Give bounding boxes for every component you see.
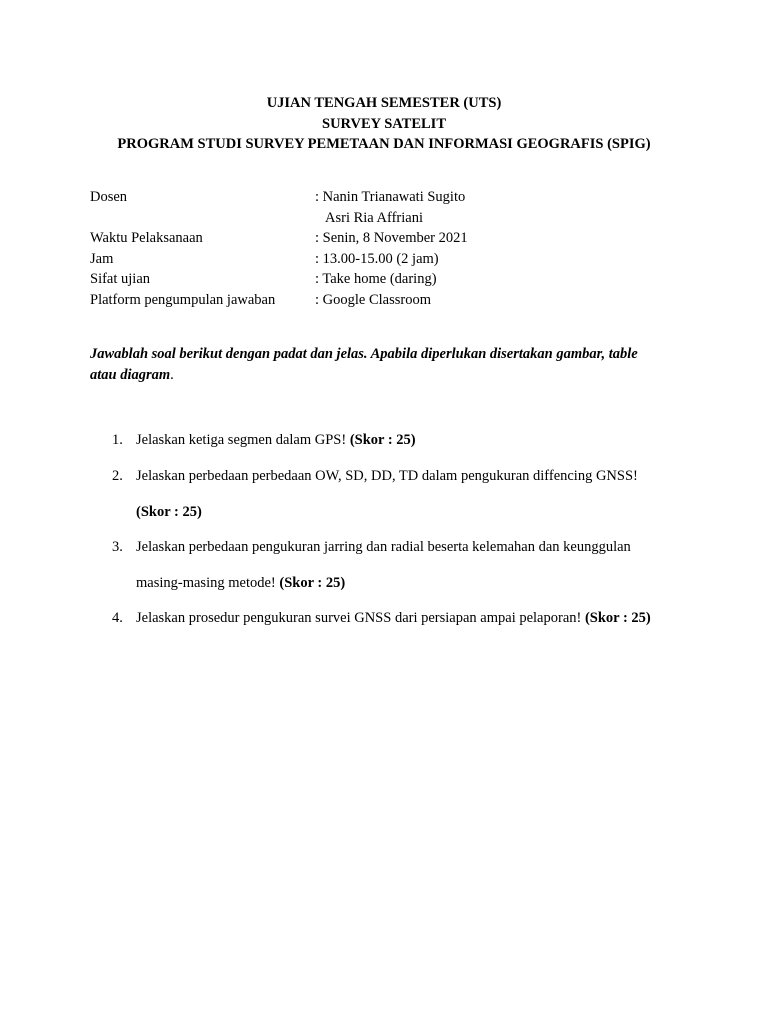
program-title: PROGRAM STUDI SURVEY PEMETAAN DAN INFORMASI GEOGRAFIS (SPIG)	[117, 136, 651, 152]
sifat-label: Sifat ujian	[90, 271, 151, 287]
sifat-value: : Take home (daring)	[315, 271, 437, 287]
platform-value: : Google Classroom	[315, 291, 431, 308]
question-score: (Skor : 25)	[584, 610, 651, 626]
question-body: Jelaskan perbedaan perbedaan OW, SD, DD, TD dalam pengukuran diffencing GNSS!	[136, 468, 638, 484]
question-number: 2.	[112, 468, 123, 484]
question-body: Jelaskan prosedur pengukuran survei GNSS dari persiapan ampai pelaporan!	[136, 610, 585, 626]
question-number: 1.	[112, 432, 123, 448]
instruction-text	[90, 344, 680, 385]
jam-label: Jam	[90, 250, 114, 267]
instruction-line-2	[90, 365, 680, 386]
dosen-label: Dosen	[90, 189, 128, 205]
instruction-period: .	[170, 366, 174, 383]
question-text	[136, 610, 651, 627]
course-title: SURVEY SATELIT	[322, 115, 446, 132]
question-text	[136, 432, 416, 449]
question-body: Jelaskan perbedaan pengukuran jarring dan radial beserta kelemahan dan keunggulan	[136, 539, 631, 555]
question-text	[136, 575, 345, 592]
instruction-line-1: Jawablah soal berikut dengan padat dan jelas. Apabila diperlukan disertakan gambar, table	[90, 346, 638, 362]
dosen-value-2: Asri Ria Affriani	[325, 209, 423, 226]
question-body: Jelaskan ketiga segmen dalam GPS!	[136, 432, 350, 448]
waktu-value: : Senin, 8 November 2021	[315, 230, 468, 246]
question-score: (Skor : 25)	[279, 575, 346, 591]
waktu-label: Waktu Pelaksanaan	[90, 230, 203, 246]
question-body-continued: masing-masing metode!	[136, 575, 280, 591]
question-score: (Skor : 25)	[349, 432, 416, 448]
exam-title: UJIAN TENGAH SEMESTER (UTS)	[266, 95, 502, 111]
question-number: 3.	[112, 539, 123, 555]
exam-header	[0, 93, 768, 155]
platform-label: Platform pengumpulan jawaban	[90, 291, 276, 308]
instruction-line-2-text: atau diagram	[90, 366, 171, 383]
dosen-value: : Nanin Trianawati Sugito	[315, 189, 466, 205]
question-score: (Skor : 25)	[136, 504, 202, 520]
question-number: 4.	[112, 610, 123, 626]
jam-value: : 13.00-15.00 (2 jam)	[315, 250, 439, 267]
